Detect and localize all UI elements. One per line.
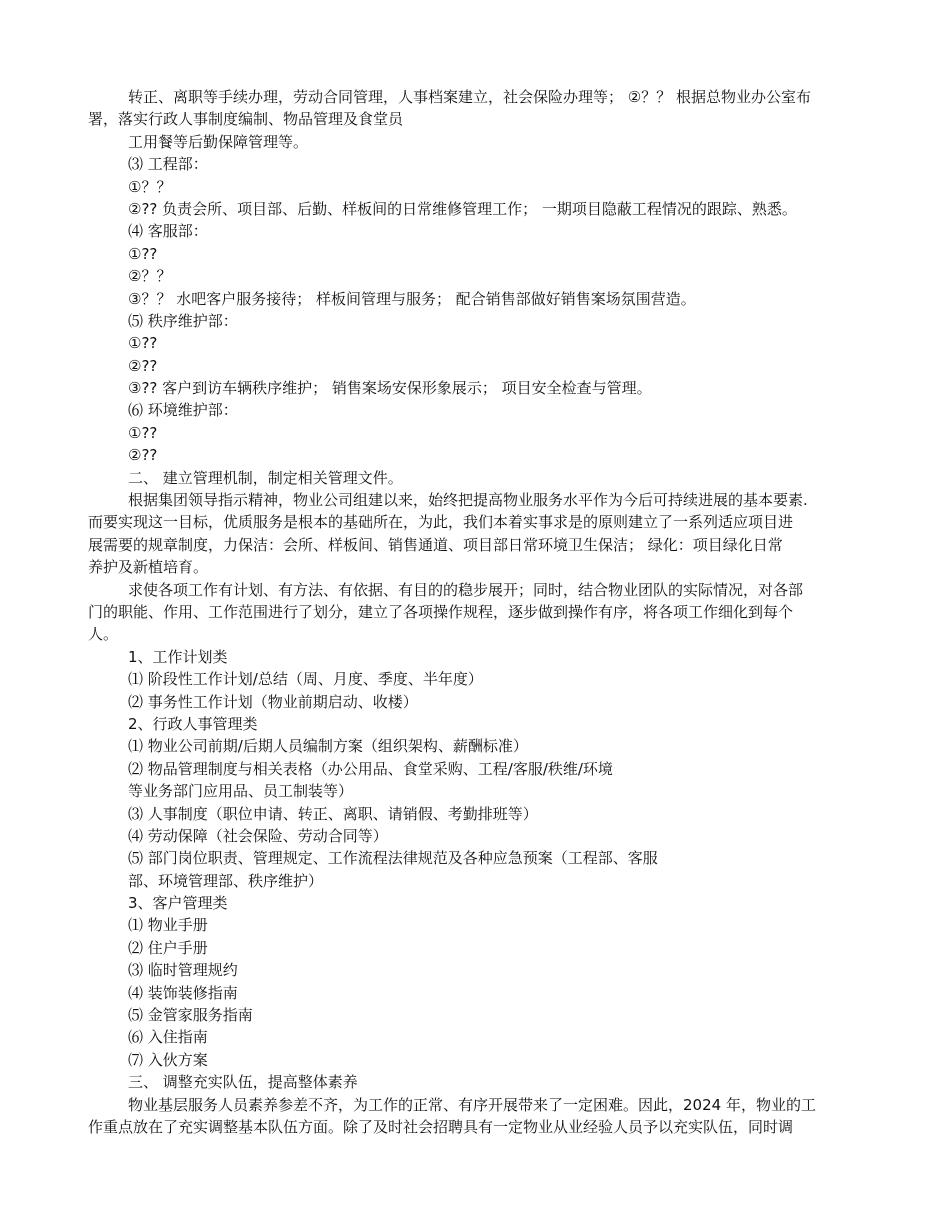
text-line: 工用餐等后勤保障管理等。 [128,132,309,151]
text-line: ⑴ 物业公司前期/后期人员编制方案（组织架构、薪酬标准） [128,737,528,756]
text-line: 物业基层服务人员素养参差不齐，为工作的正常、有序开展带来了一定困难。因此，2024 年，物业的工 [128,1095,816,1114]
text-line: 署，落实行政人事制度编制、物品管理及食堂员 [88,110,404,129]
text-line: 根据集团领导指示精神，物业公司组建以来，始终把提高物业服务水平作为今后可持续进展的基本要素. [128,491,808,510]
text-line: 而要实现这一目标，优质服务是根本的基础所在，为此，我们本着实事求是的原则建立了一系列适应项目进 [88,513,794,532]
text-line: ⑹ 环境维护部： [128,401,238,420]
text-line: ⑺ 入伙方案 [128,1050,208,1069]
text-line: 部、环境管理部、秩序维护） [128,871,324,890]
text-line: 展需要的规章制度，力保洁：会所、样板间、销售通道、项目部日常环境卫生保洁； 绿化：项目绿化日常 [88,535,783,554]
text-line: ⑴ 阶段性工作计划/总结（周、月度、季度、半年度） [128,670,483,689]
text-line: ⑴ 物业手册 [128,916,208,935]
text-line: ⑸ 部门岗位职责、管理规定、工作流程法律规范及各种应急预案（工程部、客服 [128,849,658,868]
text-line: ⑵ 事务性工作计划（物业前期启动、收楼） [128,692,418,711]
text-line: 等业务部门应用品、员工制装等） [128,782,354,801]
text-line: ⑷ 装饰装修指南 [128,983,238,1002]
text-line: ⑶ 工程部： [128,155,208,174]
text-line: ①?? [128,244,158,263]
text-line: ⑶ 临时管理规约 [128,961,238,980]
text-line: ⑸ 秩序维护部： [128,311,238,330]
text-line: ①？？ [128,177,172,196]
text-line: 1、工作计划类 [128,647,228,666]
text-line: ②?? 负责会所、项目部、后勤、样板间的日常维修管理工作； 一期项目隐蔽工程情况的跟踪、熟悉。 [128,199,797,218]
text-line: 门的职能、作用、工作范围进行了划分，建立了各项操作规程，逐步做到操作有序，将各项工作细化到每个 [88,602,794,621]
text-line: ⑵ 物品管理制度与相关表格（办公用品、食堂采购、工程/客服/秩维/环境 [128,759,613,778]
text-line: ②?? [128,356,158,375]
text-line: ③?? 客户到访车辆秩序维护； 销售案场安保形象展示； 项目安全检查与管理。 [128,379,652,398]
text-line: 三、 调整充实队伍，提高整体素养 [128,1073,358,1092]
text-line: ②?? [128,446,158,465]
text-line: 求使各项工作有计划、有方法、有依据、有目的的稳步展开；同时，结合物业团队的实际情况，对各部 [128,580,804,599]
text-line: 2、行政人事管理类 [128,714,258,733]
text-line: 转正、离职等手续办理，劳动合同管理，人事档案建立，社会保险办理等； ②？？ 根据总物业办公室布 [128,88,811,106]
text-line: ⑶ 人事制度（职位申请、转正、离职、请销假、考勤排班等） [128,804,538,823]
text-line: 3、客户管理类 [128,894,228,913]
text-line: 作重点放在了充实调整基本队伍方面。除了及时社会招聘具有一定物业从业经验人员予以充实队伍，同时调 [88,1117,794,1136]
document-body [88,86,870,1138]
text-line: ⑸ 金管家服务指南 [128,1006,253,1025]
text-line: ①?? [128,423,158,442]
text-line: ⑵ 住户手册 [128,938,208,957]
text-line: 二、 建立管理机制，制定相关管理文件。 [128,468,403,487]
text-line: ②？？ [128,267,172,286]
text-line: ⑷ 客服部： [128,222,208,241]
text-line: ①?? [128,334,158,353]
text-line: 人。 [88,625,119,644]
text-line: ⑹ 入住指南 [128,1028,208,1047]
text-line: ③？？ 水吧客户服务接待； 样板间管理与服务； 配合销售部做好销售案场氛围营造。 [128,289,696,308]
text-line: 养护及新植培育。 [88,558,209,577]
text-line: ⑷ 劳动保障（社会保险、劳动合同等） [128,826,388,845]
